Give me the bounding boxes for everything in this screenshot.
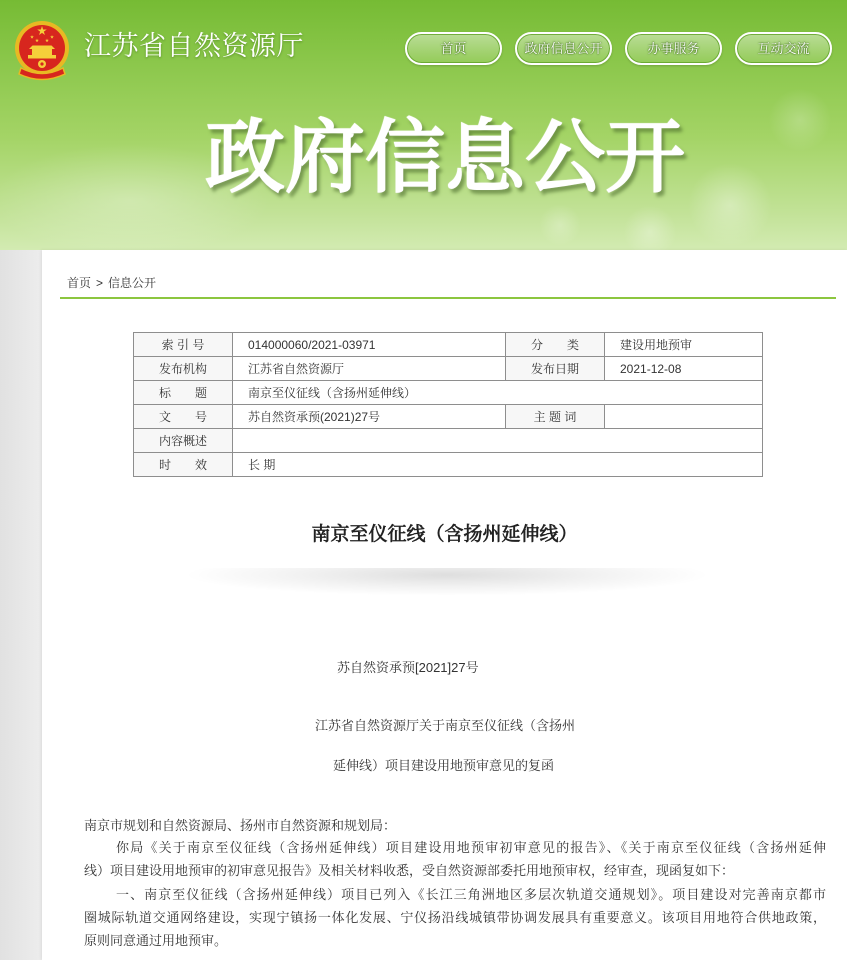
document-meta-table <box>133 332 763 477</box>
title-shadow-decoration <box>182 568 712 596</box>
nav-interaction-button[interactable]: 互动交流 <box>735 32 832 65</box>
meta-value-publish-date: 2021-12-08 <box>605 357 763 381</box>
article-salutation: 南京市规划和自然资源局、扬州市自然资源和规划局： <box>84 818 397 833</box>
meta-label-summary: 内容概述 <box>134 429 233 453</box>
article-paragraph-line: 线）项目建设用地预审的初审意见报告》及相关材料收悉，受自然资源部委托用地预审权，经审查，现函复如下： <box>84 863 735 878</box>
table-row <box>134 357 763 381</box>
main-nav <box>405 32 832 65</box>
article-heading-line: 江苏省自然资源厅关于南京至仪征线（含扬州 <box>315 718 576 733</box>
meta-value-title: 南京至仪征线（含扬州延伸线） <box>233 381 763 405</box>
meta-label-validity: 时 效 <box>134 453 233 477</box>
table-row <box>134 405 763 429</box>
meta-label-doc-no: 文 号 <box>134 405 233 429</box>
site-header <box>0 0 847 250</box>
article-heading-line: 延伸线）项目建设用地预审意见的复函 <box>333 758 555 773</box>
breadcrumb-home-link[interactable]: 首页 <box>67 276 92 290</box>
table-row <box>134 333 763 357</box>
content-card <box>42 250 847 960</box>
meta-value-index-no: 014000060/2021-03971 <box>233 333 506 357</box>
article-doc-number: 苏自然资承预[2021]27号 <box>337 660 479 675</box>
meta-label-title: 标 题 <box>134 381 233 405</box>
banner-title: 政府信息公开 <box>205 113 685 202</box>
table-row <box>134 429 763 453</box>
meta-label-index-no: 索 引 号 <box>134 333 233 357</box>
article-title: 南京至仪征线（含扬州延伸线） <box>311 524 578 545</box>
article-paragraph-line: 原则同意通过用地预审。 <box>84 933 228 948</box>
article-paragraph-line: 圈城际轨道交通网络建设，实现宁镇扬一体化发展、宁仪扬沿线城镇带协调发展具有重要意义。该项目用地符合供地政策， <box>84 910 826 925</box>
meta-value-keywords <box>605 405 763 429</box>
meta-value-category: 建设用地预审 <box>605 333 763 357</box>
meta-label-keywords: 主 题 词 <box>506 405 605 429</box>
table-row <box>134 453 763 477</box>
nav-home-button[interactable]: 首页 <box>405 32 502 65</box>
national-emblem-icon <box>12 18 72 82</box>
meta-value-validity: 长 期 <box>233 453 763 477</box>
breadcrumb <box>67 275 156 291</box>
article-paragraph-line: 你局《关于南京至仪征线（含扬州延伸线）项目建设用地预审初审意见的报告》、《关于南京至仪征线（含扬州延伸 <box>116 840 826 855</box>
breadcrumb-divider <box>60 297 836 299</box>
meta-value-doc-no: 苏自然资承预(2021)27号 <box>233 405 506 429</box>
meta-label-publish-date: 发布日期 <box>506 357 605 381</box>
article-paragraph-line: 一、南京至仪征线（含扬州延伸线）项目已列入《长江三角洲地区多层次轨道交通规划》。项目建设对完善南京都市 <box>116 887 826 902</box>
meta-label-publisher: 发布机构 <box>134 357 233 381</box>
breadcrumb-current: 信息公开 <box>108 276 157 290</box>
meta-label-category: 分 类 <box>506 333 605 357</box>
breadcrumb-separator: > <box>96 276 104 290</box>
meta-value-summary <box>233 429 763 453</box>
meta-value-publisher: 江苏省自然资源厅 <box>233 357 506 381</box>
table-row <box>134 381 763 405</box>
site-title: 江苏省自然资源厅 <box>84 31 304 61</box>
nav-gov-info-button[interactable]: 政府信息公开 <box>515 32 612 65</box>
nav-services-button[interactable]: 办事服务 <box>625 32 722 65</box>
